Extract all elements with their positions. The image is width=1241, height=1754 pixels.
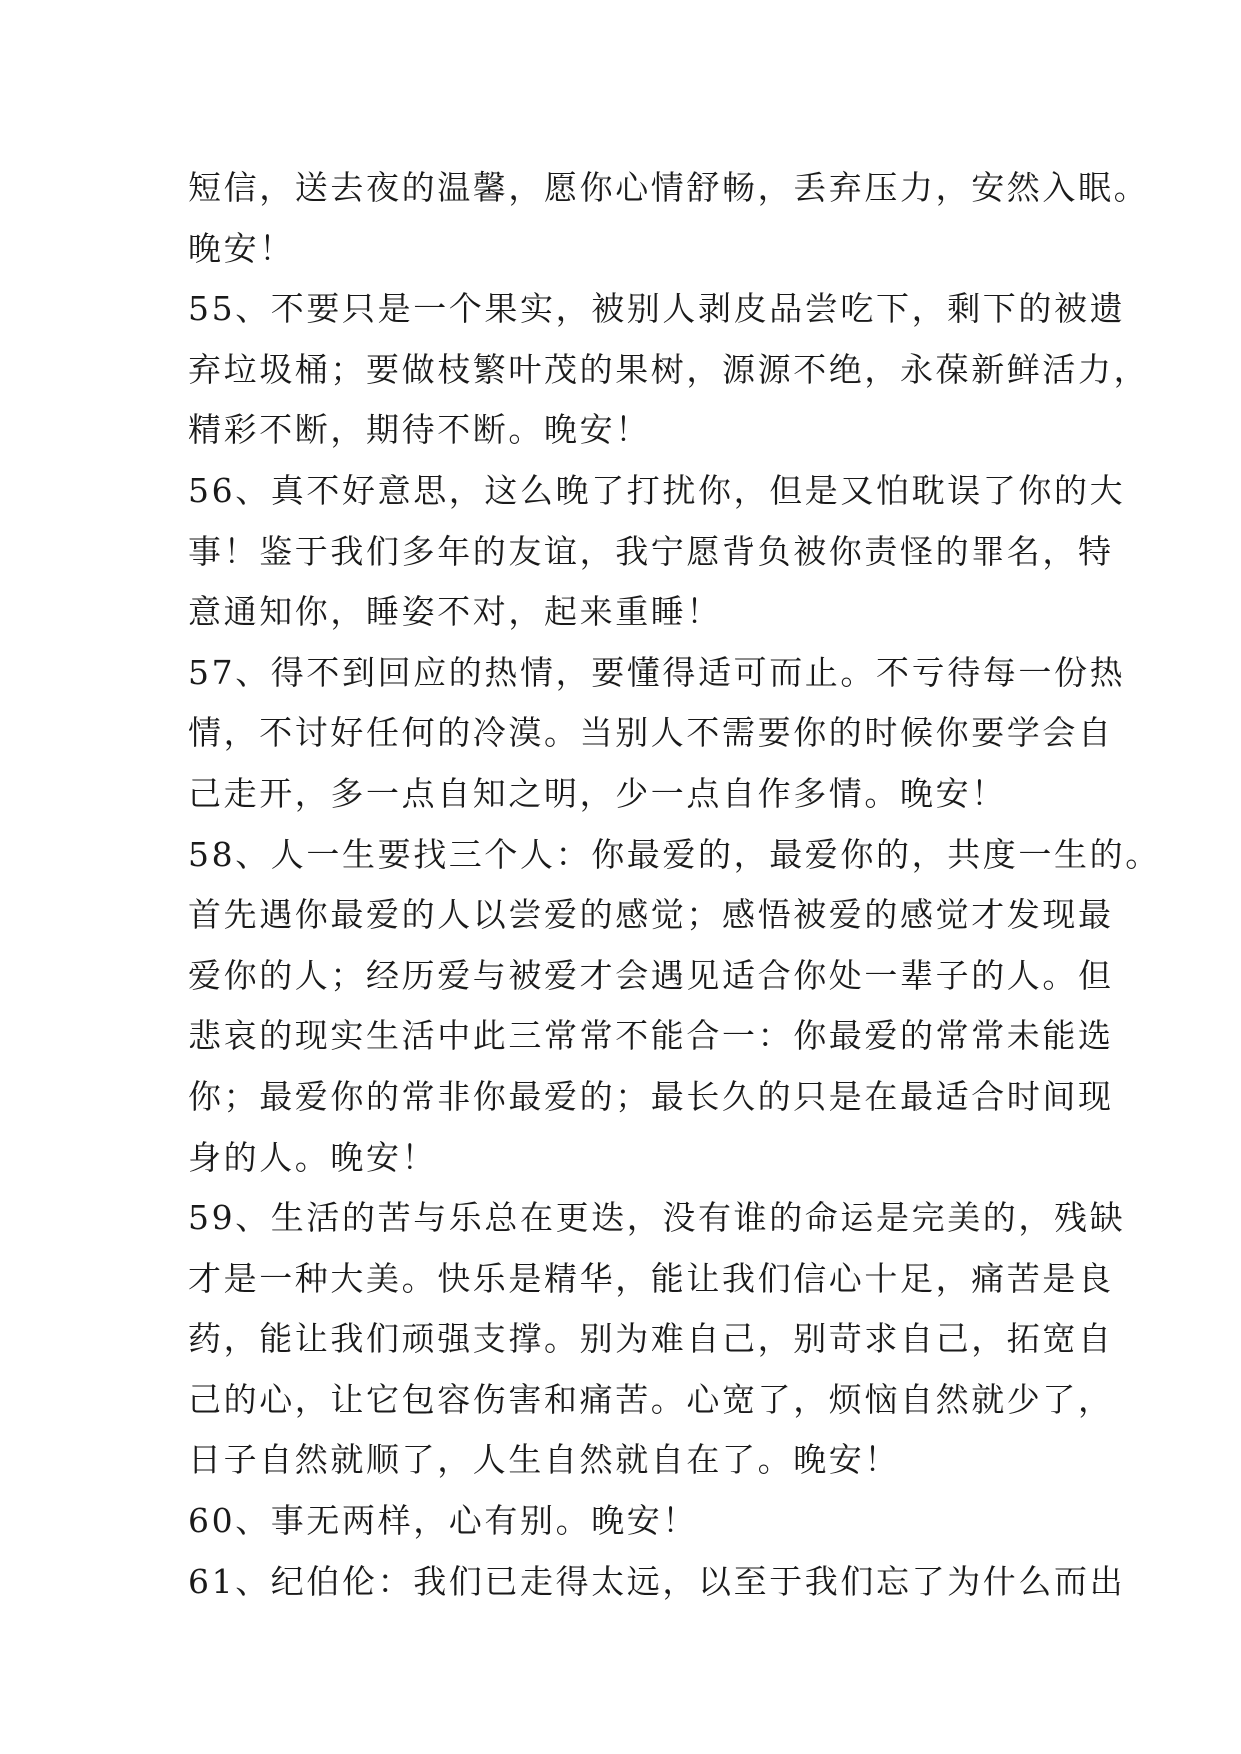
text-line: 意通知你，睡姿不对，起来重睡！ [188,592,722,632]
text-line: 60、事无两样，心有别。晚安！ [188,1501,698,1541]
text-line: 57、得不到回应的热情，要懂得适可而止。不亏待每一份热 [188,652,1126,692]
text-line: 61、纪伯伦：我们已走得太远，以至于我们忘了为什么而出 [188,1561,1126,1601]
text-line: 55、不要只是一个果实，被别人剥皮品尝吃下，剩下的被遗 [188,289,1126,329]
text-line: 情，不讨好任何的冷漠。当别人不需要你的时候你要学会自 [188,713,1114,753]
text-line: 首先遇你最爱的人以尝爱的感觉；感悟被爱的感觉才发现最 [188,895,1114,935]
text-line: 己的心，让它包容伤害和痛苦。心宽了，烦恼自然就少了， [188,1379,1114,1419]
text-line: 58、人一生要找三个人：你最爱的，最爱你的，共度一生的。 [188,834,1161,874]
text-line: 爱你的人；经历爱与被爱才会遇见适合你处一辈子的人。但 [188,955,1114,995]
text-line: 你；最爱你的常非你最爱的；最长久的只是在最适合时间现 [188,1076,1114,1116]
text-line: 日子自然就顺了，人生自然就自在了。晚安！ [188,1440,900,1480]
body-text [188,158,1161,1612]
text-line: 56、真不好意思，这么晚了打扰你，但是又怕耽误了你的大 [188,470,1126,510]
text-line: 短信，送去夜的温馨，愿你心情舒畅，丢弃压力，安然入眠。 [188,168,1150,207]
text-line: 晚安！ [188,228,295,268]
text-line: 弃垃圾桶；要做枝繁叶茂的果树，源源不绝，永葆新鲜活力， [188,349,1150,389]
text-line: 悲哀的现实生活中此三常常不能合一：你最爱的常常未能选 [188,1016,1114,1056]
text-line: 59、生活的苦与乐总在更迭，没有谁的命运是完美的，残缺 [188,1198,1126,1238]
text-line: 事！鉴于我们多年的友谊，我宁愿背负被你责怪的罪名，特 [188,531,1114,571]
text-line: 药，能让我们顽强支撑。别为难自己，别苛求自己，拓宽自 [188,1319,1114,1359]
text-line: 身的人。晚安！ [188,1137,438,1177]
text-line: 才是一种大美。快乐是精华，能让我们信心十足，痛苦是良 [188,1258,1114,1298]
text-line: 精彩不断，期待不断。晚安！ [188,410,651,450]
text-line: 己走开，多一点自知之明，少一点自作多情。晚安！ [188,773,1007,813]
